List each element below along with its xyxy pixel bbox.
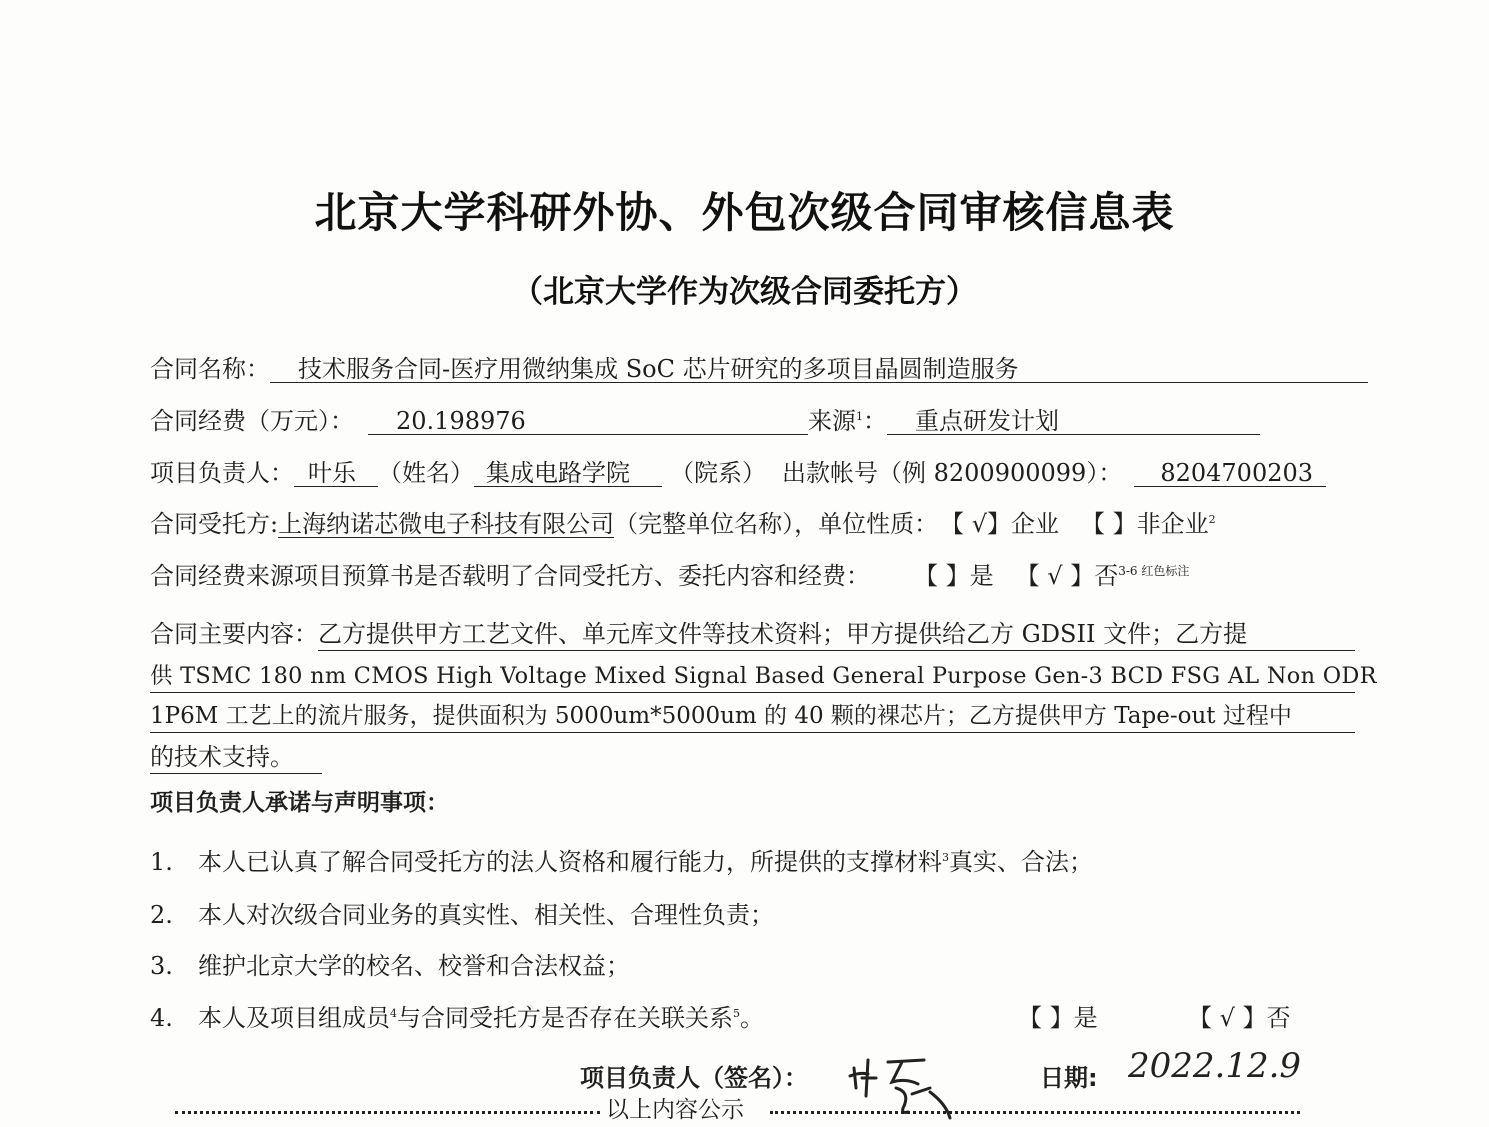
- pledge-item-3: [150, 946, 630, 981]
- trustee-option-enterprise: 【 √】企业: [952, 510, 1060, 538]
- content-text-1: 乙方提供甲方工艺文件、单元库文件等技术资料；甲方提供给乙方 GDSII 文件；乙方提: [318, 620, 1248, 648]
- item-text: 本人及项目组成员: [198, 1004, 390, 1032]
- fee-source-sup: 1: [856, 410, 863, 423]
- budget-label: 合同经费来源项目预算书是否载明了合同受托方、委托内容和经费：: [150, 562, 870, 590]
- leader-name-hint: （姓名）: [378, 459, 474, 487]
- trustee-row: [150, 509, 1216, 539]
- item-text: 维护北京大学的校名、校誉和合法权益；: [198, 952, 630, 980]
- item-number: 4.: [150, 1004, 173, 1032]
- item4-option-yes: 【 】是: [1018, 1004, 1098, 1032]
- content-line-2: 供 TSMC 180 nm CMOS High Voltage Mixed Signal Based General Purpose Gen-3 BCD FSG AL Non ODR: [150, 660, 1355, 693]
- leader-label: 项目负责人：: [150, 459, 294, 487]
- item-tail-2: 。: [740, 1004, 764, 1032]
- content-line-1: [150, 618, 1355, 651]
- footer-text: 以上内容公示: [606, 1097, 744, 1123]
- page-title: 北京大学科研外协、外包次级合同审核信息表: [314, 188, 1175, 237]
- trustee-label: 合同受托方:: [150, 510, 279, 538]
- fee-source-value: 重点研发计划: [887, 408, 1260, 435]
- budget-row: [150, 561, 1189, 591]
- trustee-sup: 2: [1208, 513, 1216, 526]
- date-handwritten-value: 2022.12.9: [1128, 1046, 1302, 1086]
- trustee-value: 上海纳诺芯微电子科技有限公司: [278, 510, 615, 538]
- item-text: 本人已认真了解合同受托方的法人资格和履行能力，所提供的支撑材料: [198, 848, 942, 876]
- budget-option-yes: 【 】是: [926, 562, 994, 590]
- page-subtitle: （北京大学作为次级合同委托方）: [512, 274, 977, 310]
- item4-option-no: 【 √ 】否: [1188, 1004, 1291, 1032]
- item-sup-2: 5: [733, 1007, 740, 1020]
- item-number: 2.: [150, 901, 173, 929]
- budget-option-no: 【 √ 】否: [1015, 562, 1119, 590]
- budget-note: 3-6 红色标注: [1118, 564, 1190, 578]
- contract-fee-label: 合同经费（万元）：: [150, 407, 354, 435]
- contract-name-value: 技术服务合同-医疗用微纳集成 SoC 芯片研究的多项目晶圆制造服务: [270, 356, 1368, 383]
- pledge-item-2: [150, 895, 774, 930]
- leader-name: 叶乐: [294, 460, 378, 487]
- fee-source-label: 来源: [808, 407, 856, 435]
- content-line-4: 的技术支持。: [150, 741, 322, 774]
- trustee-hint: （完整单位名称），单位性质：: [614, 510, 939, 538]
- date-label: 日期:: [1040, 1064, 1098, 1092]
- content-line-3: 1P6M 工艺上的流片服务，提供面积为 5000um*5000um 的 40 颗的裸芯片；乙方提供甲方 Tape-out 过程中: [150, 700, 1355, 733]
- fee-source-colon: ：: [863, 407, 887, 435]
- pledge-heading: 项目负责人承诺与声明事项：: [150, 790, 449, 816]
- contract-name-label: 合同名称：: [150, 355, 270, 383]
- contract-fee-row: [150, 406, 1260, 436]
- leader-dept: 集成电路学院: [474, 460, 662, 487]
- signature-label: 项目负责人（签名）：: [580, 1064, 808, 1092]
- content-label: 合同主要内容：: [150, 618, 318, 652]
- trustee-option-non-enterprise: 【 】非企业: [1081, 510, 1209, 538]
- dotted-divider-right: [770, 1111, 1300, 1114]
- item-number: 3.: [150, 952, 173, 980]
- pledge-item-1: [150, 842, 1093, 877]
- contract-name-row: [150, 354, 1368, 384]
- pledge-item-4: [150, 998, 764, 1033]
- item-sup: 4: [390, 1007, 397, 1020]
- account-value: 8204700203: [1134, 460, 1326, 487]
- leader-row: [150, 458, 1326, 488]
- item-text: 本人对次级合同业务的真实性、相关性、合理性负责；: [198, 901, 774, 929]
- item-sup: 3: [942, 851, 949, 864]
- item-tail: 真实、合法；: [949, 848, 1093, 876]
- item-tail: 与合同受托方是否存在关联关系: [397, 1004, 733, 1032]
- contract-fee-value: 20.198976: [368, 408, 808, 435]
- dotted-divider-left: [175, 1111, 600, 1114]
- account-label: 出款帐号（例 8200900099）：: [782, 459, 1123, 487]
- leader-dept-hint: （院系）: [670, 459, 766, 487]
- item-number: 1.: [150, 848, 173, 876]
